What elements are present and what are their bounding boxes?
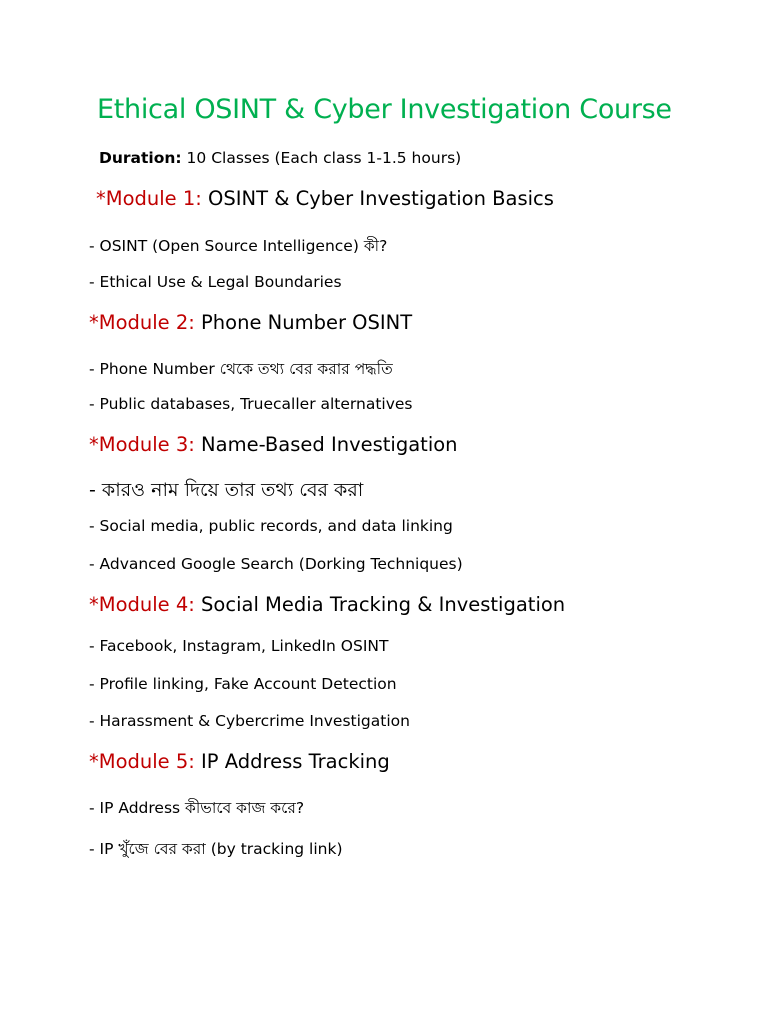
module-1-item-2: - Ethical Use & Legal Boundaries bbox=[89, 273, 342, 291]
module-5-item-2: - IP খুঁজে বের করা (by tracking link) bbox=[89, 840, 343, 858]
module-4-name: Social Media Tracking & Investigation bbox=[201, 593, 566, 616]
module-4-item-2: - Profile linking, Fake Account Detection bbox=[89, 675, 397, 693]
module-3-prefix: *Module 3: bbox=[89, 433, 195, 456]
module-1-prefix: *Module 1: bbox=[96, 187, 202, 210]
module-3-heading bbox=[89, 433, 458, 456]
duration-value: 10 Classes (Each class 1-1.5 hours) bbox=[186, 149, 462, 167]
module-1-name: OSINT & Cyber Investigation Basics bbox=[208, 187, 554, 210]
course-title: Ethical OSINT & Cyber Investigation Course bbox=[97, 94, 672, 125]
module-1-heading bbox=[96, 187, 554, 210]
module-2-heading bbox=[89, 311, 412, 334]
module-5-item-1: - IP Address কীভাবে কাজ করে? bbox=[89, 799, 305, 817]
module-1-item-1: - OSINT (Open Source Intelligence) কী? bbox=[89, 237, 388, 255]
module-4-item-3: - Harassment & Cybercrime Investigation bbox=[89, 712, 410, 730]
module-4-heading bbox=[89, 593, 565, 616]
duration-line bbox=[99, 149, 461, 167]
module-2-name: Phone Number OSINT bbox=[201, 311, 413, 334]
module-5-heading bbox=[89, 750, 390, 773]
module-3-item-1: - কারও নাম দিয়ে তার তথ্য বের করা bbox=[89, 479, 364, 501]
module-4-item-1: - Facebook, Instagram, LinkedIn OSINT bbox=[89, 637, 389, 655]
duration-label: Duration: bbox=[99, 149, 182, 167]
module-3-name: Name-Based Investigation bbox=[201, 433, 458, 456]
module-5-prefix: *Module 5: bbox=[89, 750, 195, 773]
module-5-name: IP Address Tracking bbox=[201, 750, 390, 773]
module-3-item-3: - Advanced Google Search (Dorking Techniques) bbox=[89, 555, 463, 573]
module-2-item-1: - Phone Number থেকে তথ্য বের করার পদ্ধতি bbox=[89, 360, 393, 378]
module-2-item-2: - Public databases, Truecaller alternatives bbox=[89, 395, 413, 413]
module-3-item-2: - Social media, public records, and data linking bbox=[89, 517, 453, 535]
module-4-prefix: *Module 4: bbox=[89, 593, 195, 616]
module-2-prefix: *Module 2: bbox=[89, 311, 195, 334]
